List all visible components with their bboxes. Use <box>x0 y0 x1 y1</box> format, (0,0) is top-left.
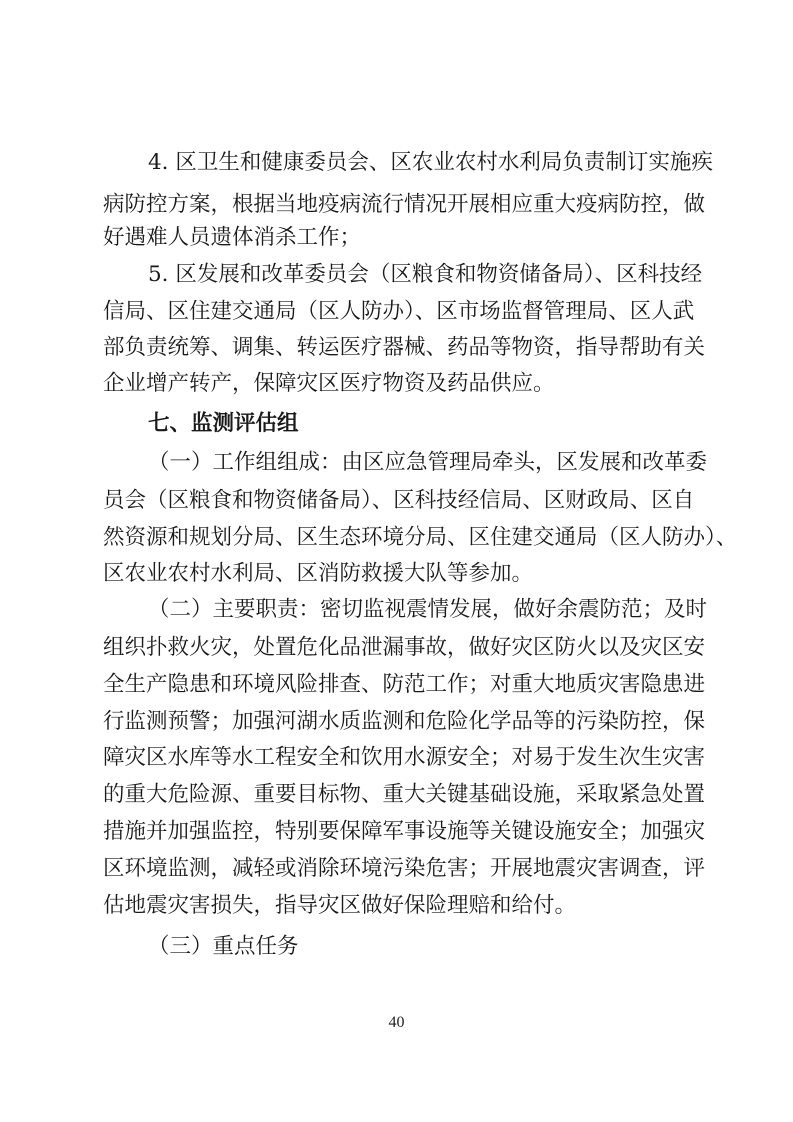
text-line: 障灾区水库等水工程安全和饮用水源安全；对易于发生次生灾害 <box>103 745 706 770</box>
text-line: 区环境监测，减轻或消除环境污染危害；开展地震灾害调查，评 <box>103 856 706 881</box>
text-line: 好遇难人员遗体消杀工作； <box>103 225 362 250</box>
text-line: 组织扑救火灾，处置危化品泄漏事故，做好灾区防火以及灾区安 <box>103 635 706 660</box>
text-line: 区农业农村水利局、区消防救援大队等参加。 <box>103 561 534 586</box>
text-line: 然资源和规划分局、区生态环境分局、区住建交通局（区人防办）、 <box>103 525 738 550</box>
text-line: （二）主要职责：密切监视震情发展，做好余震防范；及时 <box>148 597 708 622</box>
section-heading: 七、监测评估组 <box>148 411 299 436</box>
text-line: 估地震灾害损失，指导灾区做好保险理赔和给付。 <box>103 893 577 918</box>
text-line: 5. 区发展和改革委员会（区粮食和物资储备局）、区科技经 <box>148 262 703 287</box>
text-line: （一）工作组组成：由区应急管理局牵头，区发展和改革委 <box>148 450 708 475</box>
page-number: 40 <box>388 1014 405 1031</box>
text-line: （三）重点任务 <box>148 934 299 959</box>
text-line: 措施并加强监控，特别要保障军事设施等关键设施安全；加强灾 <box>103 819 706 844</box>
text-line: 部负责统筹、调集、转运医疗器械、药品等物资，指导帮助有关 <box>103 335 706 360</box>
text-line: 病防控方案，根据当地疫病流行情况开展相应重大疫病防控，做 <box>103 192 706 217</box>
text-line: 4. 区卫生和健康委员会、区农业农村水利局负责制订实施疾 <box>148 150 713 175</box>
text-line: 企业增产转产，保障灾区医疗物资及药品供应。 <box>103 371 555 396</box>
text-line: 信局、区住建交通局（区人防办）、区市场监督管理局、区人武 <box>103 299 695 324</box>
text-line: 全生产隐患和环境风险排查、防范工作；对重大地质灾害隐患进 <box>103 672 706 697</box>
text-line: 的重大危险源、重要目标物、重大关键基础设施，采取紧急处置 <box>103 782 706 807</box>
text-line: 员会（区粮食和物资储备局）、区科技经信局、区财政局、区自 <box>103 488 695 513</box>
text-line: 行监测预警；加强河湖水质监测和危险化学品等的污染防控，保 <box>103 709 706 734</box>
